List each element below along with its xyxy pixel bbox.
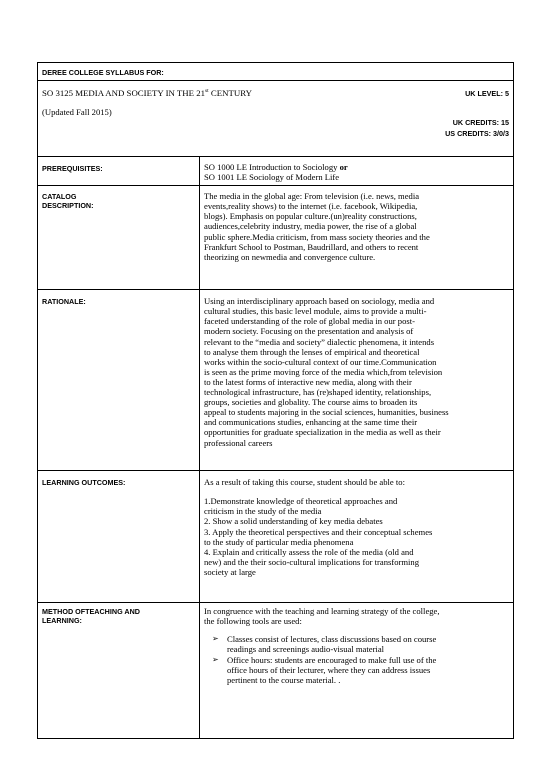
method-bullet — [204, 634, 509, 654]
prerequisites-value — [200, 157, 513, 185]
prerequisite-1-text: SO 1000 LE Introduction to Sociology — [204, 162, 340, 172]
catalog-label: CATALOG DESCRIPTION: — [42, 192, 94, 211]
catalog-description: The media in the global age: From television (i.e. news, media events,reality shows) to the internet (i.e. facebook, Wikipedia, blogs). Emphasis on popular culture.(un)reality constructions, audiences,celebrity industry, media power, the rise of a global public sphere.Media criticism, from mass society theories and the Frankfurt School to Postman, Baudrillard, and others to recent theorizing on newmedia and convergence culture. — [204, 191, 430, 262]
arrowhead-bullet-icon: ➢ — [212, 634, 219, 644]
arrowhead-bullet-icon: ➢ — [212, 654, 219, 664]
prerequisites-label: PREREQUISITES: — [42, 164, 103, 173]
prerequisites-row — [38, 157, 514, 186]
syllabus-table — [37, 62, 514, 739]
outcome-item: 3. Apply the theoretical perspectives and their conceptual schemes to the study of particular media phenomena — [204, 526, 433, 547]
updated-note: (Updated Fall 2015) — [42, 107, 112, 117]
method-bullet — [204, 655, 509, 685]
header-row — [38, 63, 514, 81]
rationale-row — [38, 290, 514, 471]
rationale-label: RATIONALE: — [42, 297, 86, 307]
syllabus-page — [37, 62, 513, 739]
outcomes-row — [38, 471, 514, 603]
outcome-item: 4. Explain and critically assess the role of the media (old and new) and the their socio-cultural implications for transforming society at large — [204, 546, 420, 577]
method-row — [38, 603, 514, 739]
method-bullet-text: Office hours: students are encouraged to make full use of the office hours of their lecturer, where they can address issues pertinent to the course material. . — [227, 654, 437, 685]
course-title-prefix: SO 3125 MEDIA AND SOCIETY IN THE 21 — [42, 88, 205, 98]
course-title-suffix: CENTURY — [208, 88, 252, 98]
uk-level: UK LEVEL: 5 — [465, 89, 510, 98]
method-bullet-text: Classes consist of lectures, class discussions based on course readings and screenings audio-visual material — [227, 634, 437, 655]
us-credits: US CREDITS: 3/0/3 — [445, 129, 510, 138]
catalog-row — [38, 186, 514, 290]
method-intro: In congruence with the teaching and learning strategy of the college, the following tools are used: — [204, 606, 440, 627]
prerequisite-2: SO 1001 LE Sociology of Modern Life — [204, 172, 340, 183]
course-title-sup: st — [205, 88, 209, 95]
method-content — [200, 603, 513, 688]
course-title — [42, 88, 252, 98]
syllabus-header-label: DEREE COLLEGE SYLLABUS FOR: — [42, 68, 164, 77]
course-title-line — [38, 88, 513, 101]
prerequisite-1 — [204, 162, 509, 172]
uk-credits: UK CREDITS: 15 — [452, 118, 510, 127]
outcome-item: 2. Show a solid understanding of key media debates — [204, 516, 383, 527]
outcomes-label: LEARNING OUTCOMES: — [42, 478, 126, 488]
rationale-text: Using an interdisciplinary approach based on sociology, media and cultural studies, this basic level module, aims to provide a multi- faceted understanding of the role of global media in our post- modern society. Focusing on the presentation and analysis of relevant to the “media and society” dialectic phenomena, it intends to analyse them through the lenses of empirical and theoretical works within the socio-cultural context of our time.Communication is seen as the prime moving force of the media which,from television to the latest forms of interactive new media, along with their technological infrastructure, has (re)shaped identity, relationships, groups, societies and globality. The course aims to broaden its appeal to students majoring in the social sciences, humanities, business and communications studies, enhancing at the same time their opportunities for graduate specialization in the media as well as their professional careers — [204, 296, 449, 448]
outcomes-content — [200, 471, 513, 580]
outcomes-intro: As a result of taking this course, student should be able to: — [204, 477, 405, 488]
prerequisite-or: or — [339, 162, 348, 172]
outcome-item: 1.Demonstrate knowledge of theoretical approaches and criticism in the study of the media — [204, 496, 398, 517]
course-title-row — [38, 81, 514, 157]
method-label: METHOD OFTEACHING AND LEARNING: — [42, 607, 140, 626]
